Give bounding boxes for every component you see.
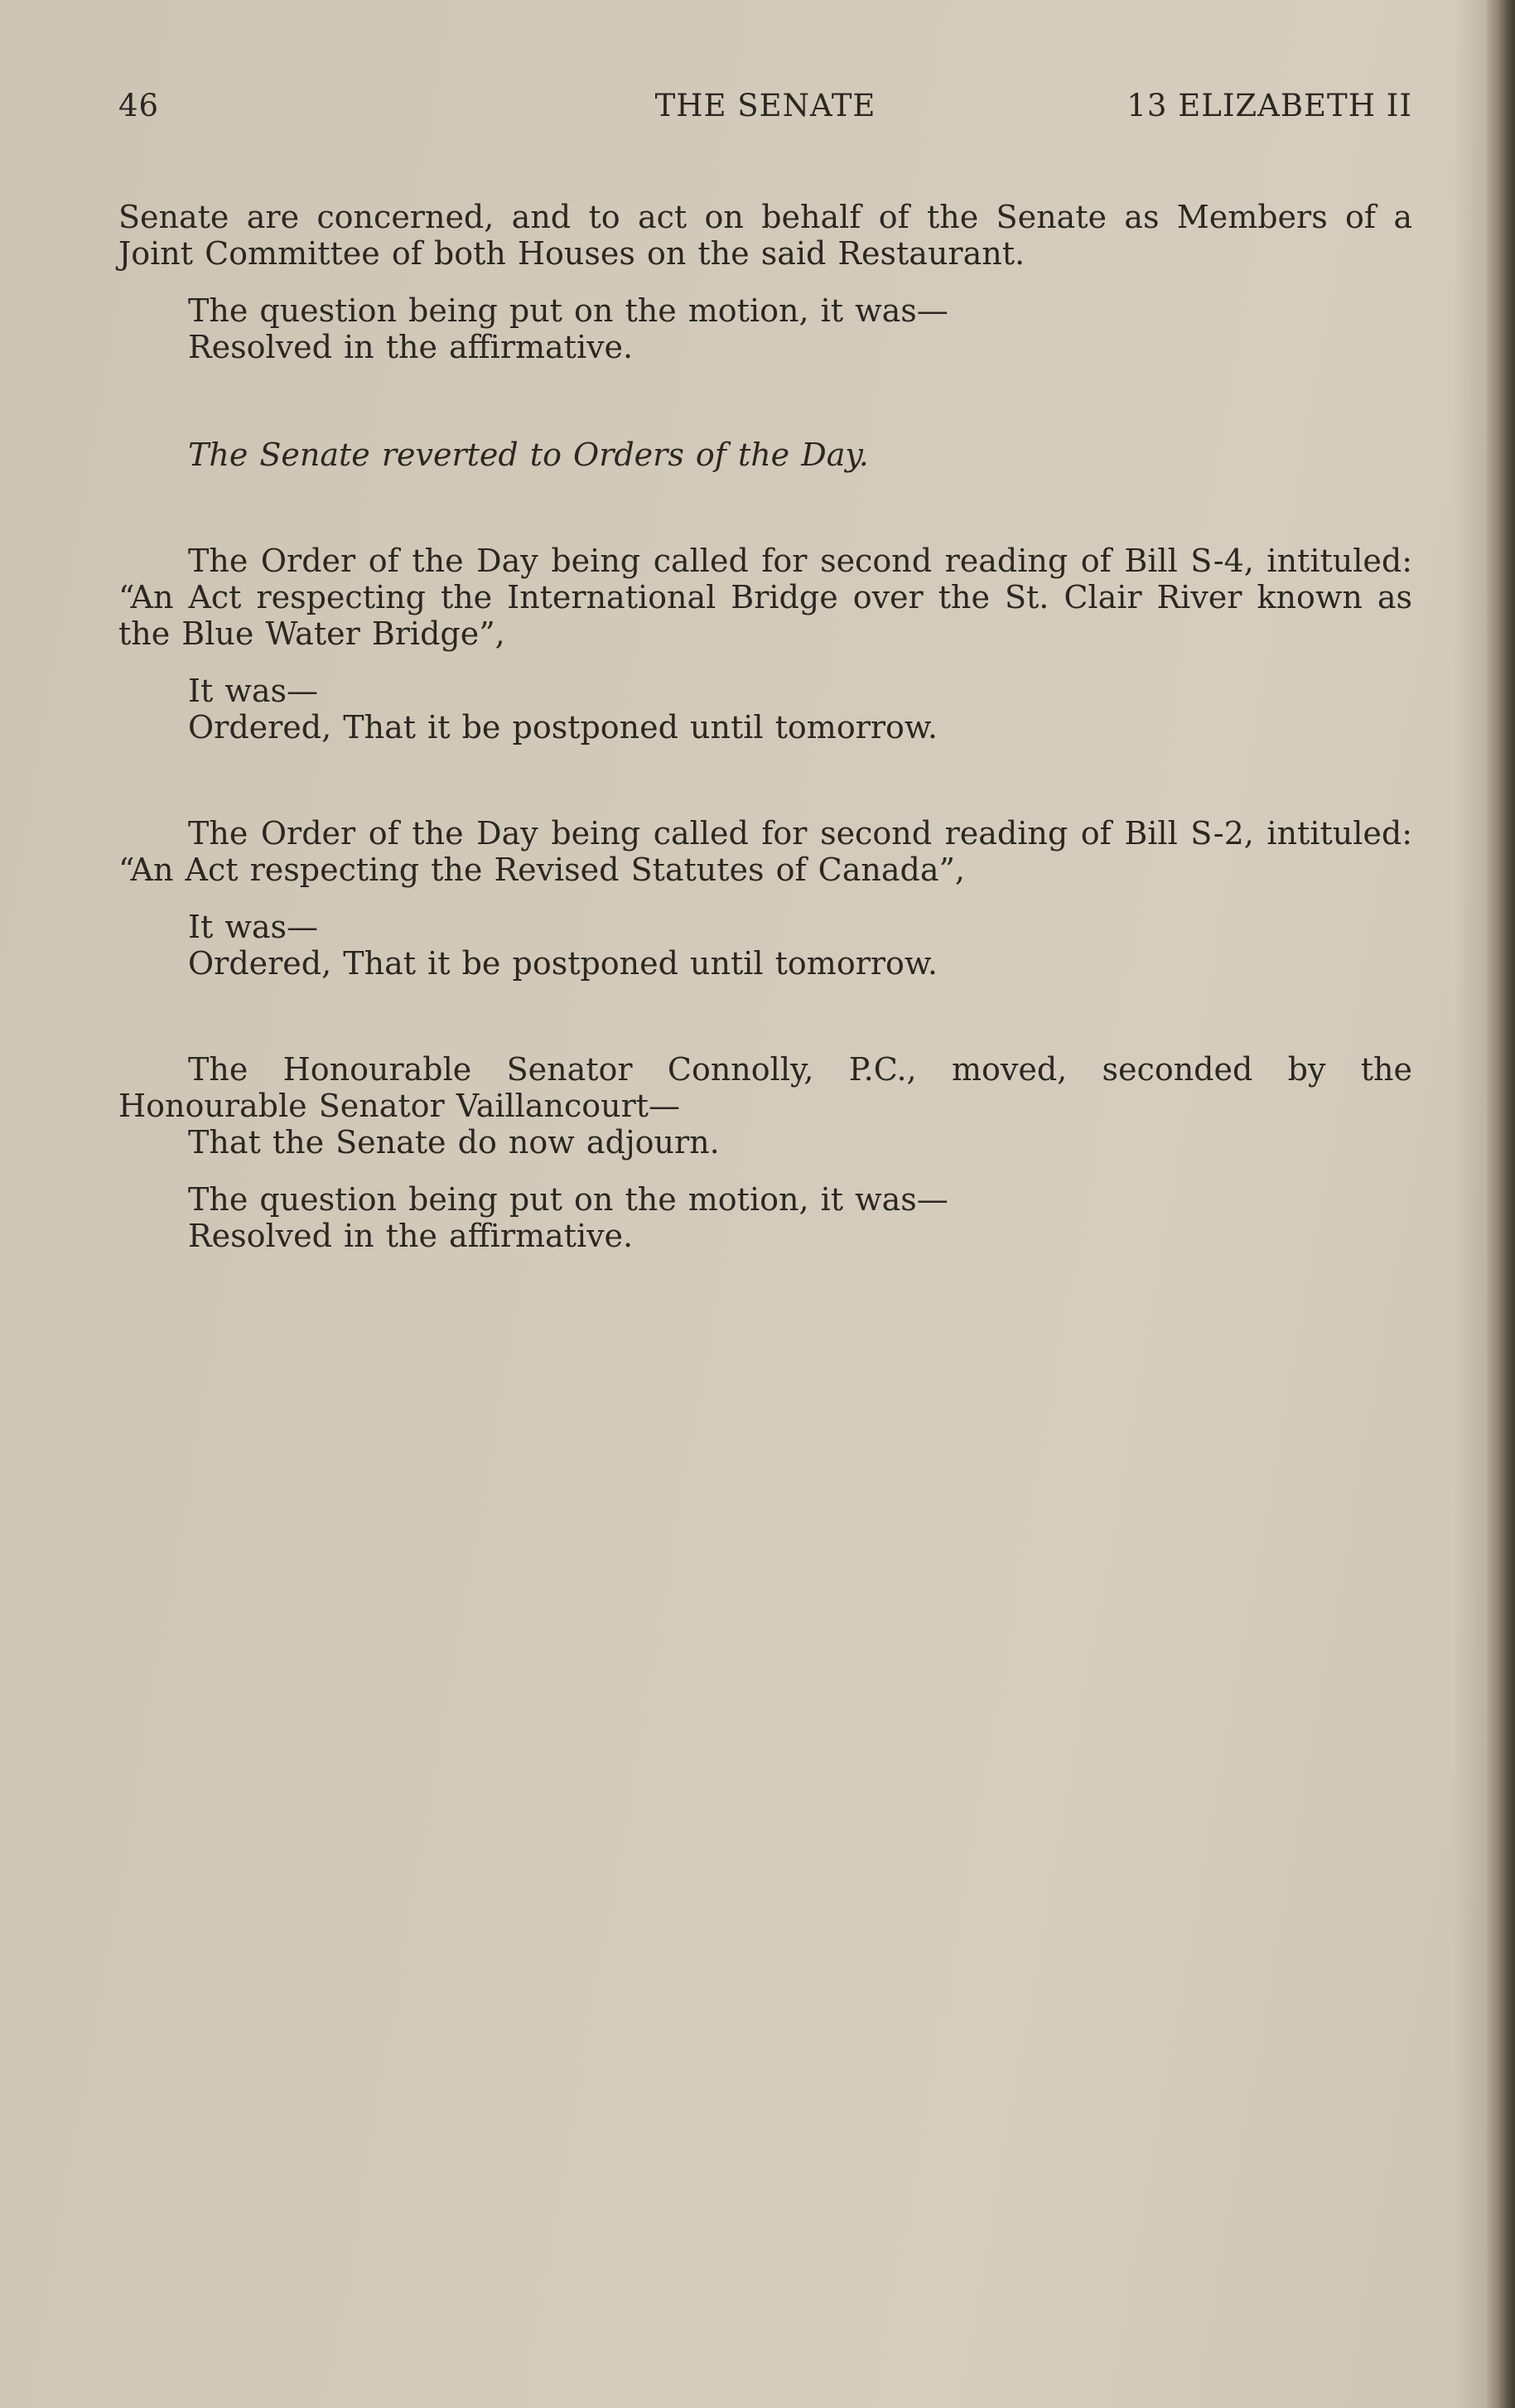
ordered-line: Ordered, That it be postponed until tomorrow. — [188, 945, 938, 982]
adjourn-line: That the Senate do now adjourn. — [188, 1124, 720, 1161]
running-head — [118, 88, 1412, 129]
ordered-line: Ordered, That it be postponed until tomorrow. — [188, 709, 938, 746]
question-put-line: The question being put on the motion, it was— — [188, 292, 948, 329]
orders-of-day-note: The Senate reverted to Orders of the Day. — [188, 437, 869, 473]
page-body — [118, 199, 1412, 1254]
regnal-year: 13 ELIZABETH II — [1127, 88, 1412, 123]
resolved-line: Resolved in the affirmative. — [188, 1218, 634, 1254]
page-gutter-shadow — [1454, 0, 1487, 2408]
resolved-line: Resolved in the affirmative. — [188, 329, 634, 365]
paragraph-bill-s2: The Order of the Day being called for second reading of Bill S-2, intituled: “An Act respecting the Revised Statutes of Canada”, — [118, 815, 1412, 888]
page-edge — [1487, 0, 1515, 2408]
paragraph-bill-s4: The Order of the Day being called for second reading of Bill S-4, intituled: “An Act respecting the International Bridge over the St. Clair River known as the Blue Water Bridge”, — [118, 543, 1412, 652]
it-was-line: It was— — [188, 909, 319, 945]
page-number: 46 — [118, 88, 160, 123]
paragraph-adjourn-motion: The Honourable Senator Connolly, P.C., moved, seconded by the Honourable Senator Vaillancourt— — [118, 1051, 1412, 1124]
question-put-line: The question being put on the motion, it was— — [188, 1181, 948, 1218]
it-was-line: It was— — [188, 673, 319, 709]
paragraph-continuation: Senate are concerned, and to act on behalf of the Senate as Members of a Joint Committee of both Houses on the said Restaurant. — [118, 199, 1412, 272]
running-title: THE SENATE — [654, 88, 876, 123]
